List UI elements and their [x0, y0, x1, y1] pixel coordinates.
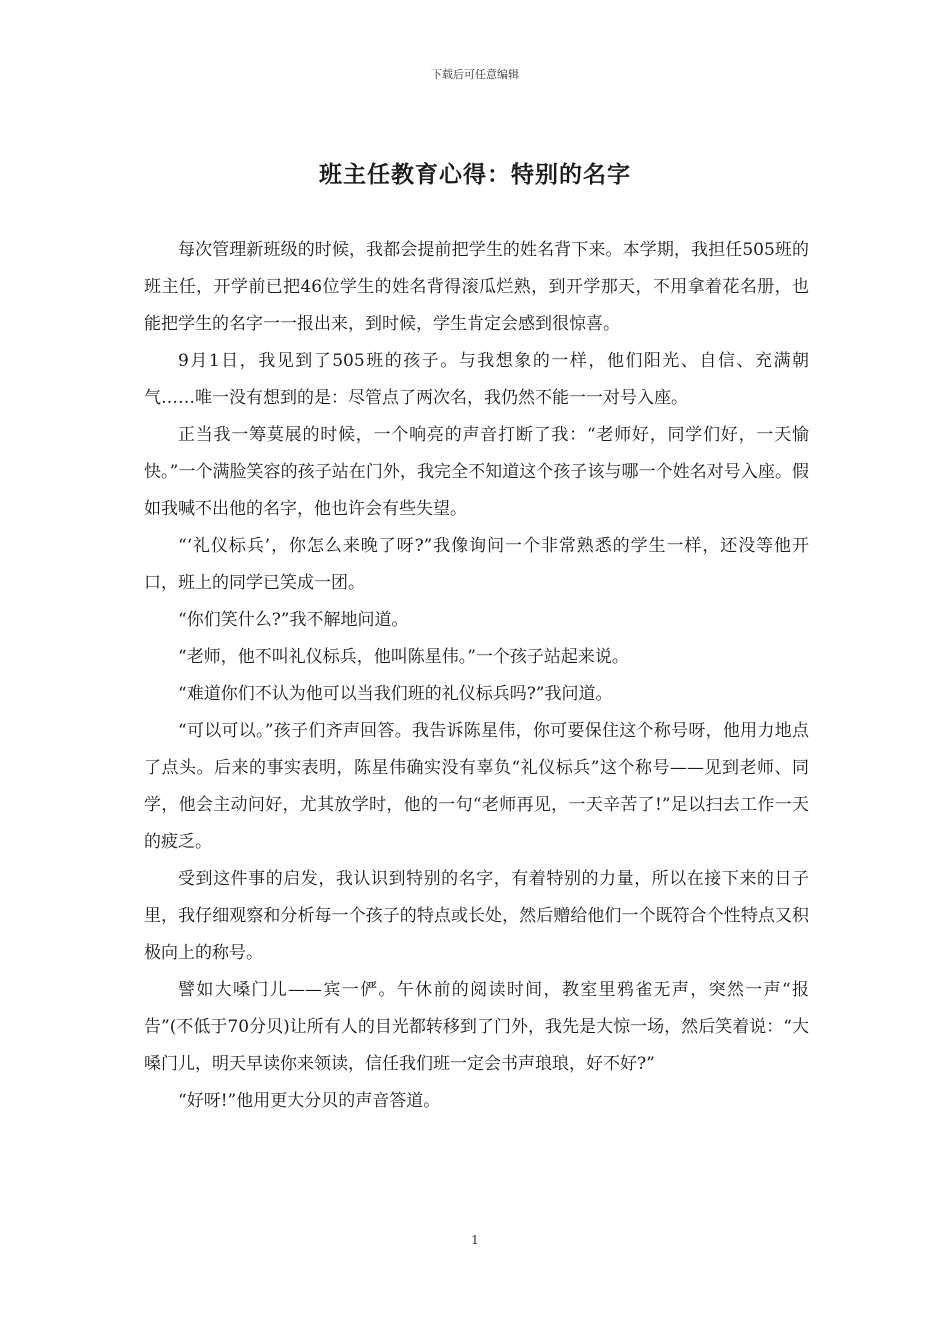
paragraph: “老师，他不叫礼仪标兵，他叫陈星伟。”一个孩子站起来说。 — [178, 647, 629, 667]
paragraph: 譬如大嗓门儿——宾一俨。午休前的阅读时间，教室里鸦雀无声，突然一声“报告”(不低于70分贝)让所有人的目光都转移到了门外，我先是大惊一场，然后笑着说：“大嗓门儿，明天早读你来领读，信任我们班一定会书声琅琅，好不好?” — [144, 980, 809, 1074]
paragraph: 受到这件事的启发，我认识到特别的名字，有着特别的力量，所以在接下来的日子里，我仔细观察和分析每一个孩子的特点或长处，然后赠给他们一个既符合个性特点又积极向上的称号。 — [144, 869, 809, 963]
document-title: 班主任教育心得：特别的名字 — [319, 161, 631, 188]
paragraph: “难道你们不认为他可以当我们班的礼仪标兵吗?”我问道。 — [178, 684, 613, 704]
paragraph: “‘礼仪标兵’，你怎么来晚了呀?”我像询问一个非常熟悉的学生一样，还没等他开口，班上的同学已笑成一团。 — [144, 536, 809, 593]
paragraph: “好呀!”他用更大分贝的声音答道。 — [178, 1091, 441, 1111]
paragraph: 9月1日，我见到了505班的孩子。与我想象的一样，他们阳光、自信、充满朝气……唯一没有想到的是：尽管点了两次名，我仍然不能一一对号入座。 — [144, 351, 809, 408]
paragraph: 每次管理新班级的时候，我都会提前把学生的姓名背下来。本学期，我担任505班的班主任，开学前已把46位学生的姓名背得滚瓜烂熟，到开学那天，不用拿着花名册，也能把学生的名字一一报出来，到时候，学生肯定会感到很惊喜。 — [144, 240, 809, 334]
header-note: 下载后可任意编辑 — [431, 68, 519, 81]
page-number: 1 — [471, 1233, 479, 1247]
paragraph: 正当我一筹莫展的时候，一个响亮的声音打断了我：“老师好，同学们好，一天愉快。”一个满脸笑容的孩子站在门外，我完全不知道这个孩子该与哪一个姓名对号入座。假如我喊不出他的名字，他也许会有些失望。 — [144, 425, 809, 519]
paragraph: “可以可以。”孩子们齐声回答。我告诉陈星伟，你可要保住这个称号呀，他用力地点了点头。后来的事实表明，陈星伟确实没有辜负“礼仪标兵”这个称号——见到老师、同学，他会主动问好，尤其放学时，他的一句“老师再见，一天辛苦了!”足以扫去工作一天的疲乏。 — [144, 721, 809, 852]
document-body — [144, 232, 809, 1120]
paragraph: “你们笑什么?”我不解地问道。 — [178, 610, 409, 630]
